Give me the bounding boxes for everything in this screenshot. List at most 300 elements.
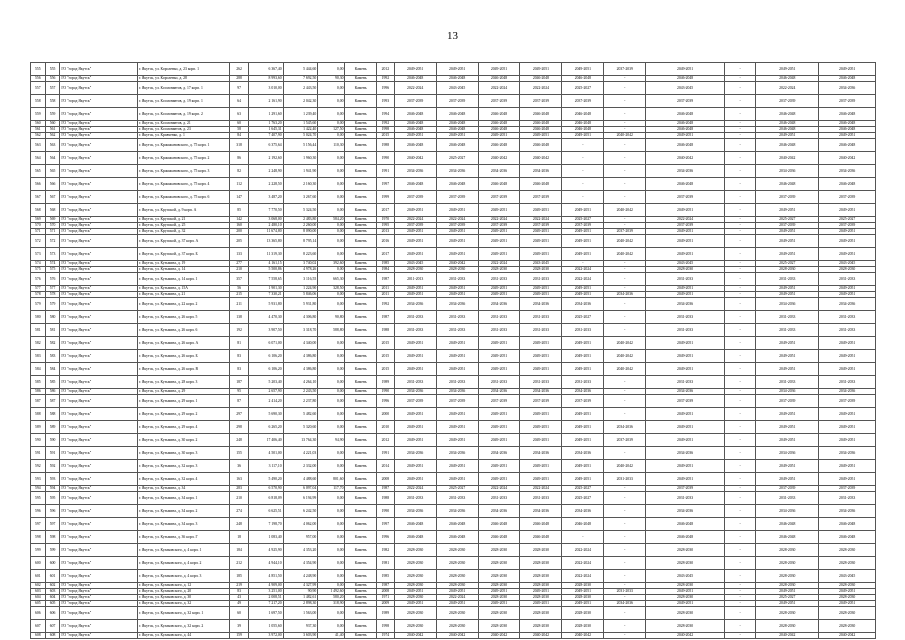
table-cell: 559 [31,108,46,121]
table-cell: 2028-2030 [520,595,562,601]
table-cell: 1970 [376,217,394,223]
table-cell: 2049-2051 [756,589,819,595]
table-cell: 2040-2042 [604,248,646,261]
table-row [31,376,876,389]
table-cell: 2 160,30 [283,178,318,191]
table-cell: 570 [45,223,60,229]
table-cell: 2031-2033 [562,376,604,389]
table-cell: 1 239,40 [283,108,318,121]
table-cell: 594 [31,486,46,492]
table-row [31,447,876,460]
table-cell: Камень [345,607,376,620]
table-cell: 2049-2051 [394,229,436,235]
table-cell: 2034-2036 [394,505,436,518]
table-cell: 2034-2036 [604,601,646,607]
table-cell: 2028-2030 [520,583,562,589]
table-cell: 1996 [376,395,394,408]
table-cell: 2037-2039 [436,191,478,204]
table-cell: г. Якутск, ул. Кузьмина, д. 15А [137,286,229,292]
table-cell: 2049-2051 [756,204,819,217]
table-cell: 602 [31,583,46,589]
table-row [31,152,876,165]
table-cell: 2046-2048 [562,76,604,82]
table-cell: ГО "город Якутск" [60,165,138,178]
table-cell: - [604,376,646,389]
table-cell: 2031-2033 [436,492,478,505]
table-cell: 297 [230,408,249,421]
table-cell: 2049-2051 [562,248,604,261]
table-cell: - [724,486,755,492]
table-cell: 2034-2036 [646,505,725,518]
table-cell: 1999 [376,191,394,204]
table-cell: 574 [31,261,46,267]
table-cell: 85 [230,204,249,217]
table-cell: ГО "город Якутск" [60,82,138,95]
table-cell: 2049-2051 [520,248,562,261]
table-cell: 2034-2036 [819,298,876,311]
table-cell: ГО "город Якутск" [60,286,138,292]
table-cell: 2046-2048 [478,108,520,121]
table-cell: 0,00 [318,408,345,421]
table-cell: 2049-2051 [646,363,725,376]
table-cell: 2049-2051 [562,204,604,217]
table-cell: 5 931,80 [249,298,284,311]
table-cell: 2034-2036 [646,298,725,311]
table-cell: г. Якутск, ул. Кулаковского, д. 30 [137,595,229,601]
table-cell: 212 [230,557,249,570]
table-cell: Камень [345,108,376,121]
table-cell: 556 [45,76,60,82]
table-cell: 2031-2033 [646,376,725,389]
table-cell: 608 [31,633,46,639]
table-cell: 801,60 [318,473,345,486]
table-cell: 2049-2051 [520,350,562,363]
table-cell: 2049-2051 [394,235,436,248]
table-cell: 2 260,00 [283,223,318,229]
table-cell: 11 674,80 [249,229,284,235]
table-cell: 2049-2051 [394,63,436,76]
table-cell: - [724,95,755,108]
table-cell: 2049-2051 [478,204,520,217]
table-cell: ГО "город Якутск" [60,178,138,191]
table-cell: 2049-2051 [756,350,819,363]
table-cell: 583 [45,350,60,363]
table-cell: 583 [31,350,46,363]
table-cell: 56 [230,286,249,292]
table-cell: 2049-2051 [478,63,520,76]
table-cell: 1993 [376,95,394,108]
table-row [31,298,876,311]
table-row [31,408,876,421]
table-cell: 2025-2027 [562,311,604,324]
table-cell: 2037-2039 [756,223,819,229]
table-cell: Камень [345,76,376,82]
table-cell: 2046-2048 [756,531,819,544]
table-cell: 2049-2051 [756,337,819,350]
table-cell: 7 770,50 [249,204,284,217]
table-cell: Камень [345,350,376,363]
table-cell: ГО "город Якутск" [60,363,138,376]
table-cell: 2028-2030 [478,544,520,557]
table-cell: 6 818,09 [249,492,284,505]
table-cell: 605 [31,601,46,607]
table-cell: 2049-2051 [562,421,604,434]
table-cell: 2049-2051 [562,460,604,473]
table-cell: 2046-2048 [819,76,876,82]
table-cell: 0,00 [318,389,345,395]
table-cell: 2046-2048 [562,127,604,133]
table-cell: г. Якутск, ул. Кулаковского, д. 20 [137,589,229,595]
table-cell: 5 320,60 [283,421,318,434]
table-cell: 0,00 [318,376,345,389]
table-cell: 582 [31,337,46,350]
table-cell: 2049-2051 [436,408,478,421]
table-cell: 584,20 [318,217,345,223]
table-cell: - [604,486,646,492]
table-row [31,63,876,76]
table-cell: 2049-2051 [646,204,725,217]
table-cell: 1997 [376,178,394,191]
table-cell: 2046-2048 [756,108,819,121]
table-row [31,434,876,447]
table-cell: 2046-2048 [520,108,562,121]
table-cell: 1 901,30 [249,286,284,292]
table-cell: г. Якутск, ул. Кржижановского, д. 75 корп. 3 [137,165,229,178]
table-cell: 571 [45,229,60,235]
table-cell: - [724,63,755,76]
table-cell: - [724,273,755,286]
table-cell: 577 [31,286,46,292]
table-cell: ГО "город Якутск" [60,473,138,486]
table-cell: 1 482,61 [283,595,318,601]
table-cell: 584 [31,363,46,376]
table-cell: 2049-2051 [394,421,436,434]
table-cell: 2037-2039 [819,486,876,492]
table-cell: 2037-2039 [394,191,436,204]
table-cell: 1996 [376,82,394,95]
table-cell: 3 117,10 [249,460,284,473]
table-cell: - [724,127,755,133]
table-cell: - [724,601,755,607]
table-cell: 568 [45,204,60,217]
table-cell: 2034-2036 [819,165,876,178]
table-row [31,633,876,639]
table-row [31,363,876,376]
table-cell: 2046-2048 [646,518,725,531]
table-cell: 2037-2039 [604,229,646,235]
table-cell: 2037-2039 [478,191,520,204]
table-cell: 2028-2030 [520,544,562,557]
table-cell: 557 [45,82,60,95]
table-cell: г. Якутск, ул. Кузьмина, д. 34 корп. 2 [137,505,229,518]
table-cell: 603 [45,589,60,595]
table-cell: 604 [45,595,60,601]
table-cell: 4 909,00 [249,583,284,589]
table-row [31,350,876,363]
table-cell: Камень [345,389,376,395]
table-cell: 2049-2051 [646,133,725,139]
table-cell: Камень [345,376,376,389]
table-cell: 2015 [376,133,394,139]
table-cell: 580 [31,311,46,324]
table-cell: 2046-2048 [756,76,819,82]
table-cell: 1990 [376,389,394,395]
table-cell: 2049-2051 [478,601,520,607]
table-cell: Камень [345,408,376,421]
table-cell: 2034-2036 [520,298,562,311]
table-cell: 8 795,14 [283,235,318,248]
table-cell: 3 907,50 [249,324,284,337]
table-cell: ГО "город Якутск" [60,408,138,421]
table-cell: - [604,570,646,583]
table-cell: 2028-2030 [646,267,725,273]
table-cell: 2049-2051 [520,589,562,595]
table-cell: 607 [31,620,46,633]
table-row [31,204,876,217]
table-cell: 1992 [376,121,394,127]
table-cell: - [562,178,604,191]
table-cell: 2013 [376,229,394,235]
table-cell: 2034-2036 [646,389,725,395]
table-row [31,82,876,95]
table-cell: 2037-2039 [756,395,819,408]
table-cell: 596 [45,505,60,518]
table-cell: 2031-2033 [646,492,725,505]
table-cell: 2010 [376,421,394,434]
table-cell: 2037-2039 [478,223,520,229]
table-cell: 588 [45,408,60,421]
table-cell: 2049-2051 [478,363,520,376]
table-row [31,460,876,473]
table-cell: 2034-2036 [436,505,478,518]
table-cell: 2046-2048 [646,178,725,191]
table-cell: Камень [345,82,376,95]
table-cell: 2031-2033 [604,589,646,595]
table-cell: 262 [230,63,249,76]
table-cell: 0,00 [318,557,345,570]
table-cell: 2049-2051 [394,589,436,595]
table-cell: - [604,267,646,273]
table-cell: 2046-2048 [520,178,562,191]
table-cell: г. Якутск, ул. Кржижановского, д. 75 корп. 6 [137,191,229,204]
table-cell: 4 488,60 [283,473,318,486]
table-cell: 569 [31,217,46,223]
table-cell: 1 697,50 [249,607,284,620]
table-cell: 1990 [376,152,394,165]
table-cell: 0,00 [318,518,345,531]
table-cell: г. Якутск, ул. Кулаковского, д. 4 корп. 1 [137,544,229,557]
table-cell: 2028-2030 [478,583,520,589]
table-cell: 2031-2033 [756,492,819,505]
table-cell: 2028-2030 [562,595,604,601]
table-row [31,544,876,557]
table-cell: 2028-2030 [756,570,819,583]
table-cell: 155 [230,447,249,460]
table-cell: 2025-2027 [436,486,478,492]
table-cell: 1992 [376,76,394,82]
table-cell: 2046-2048 [436,127,478,133]
table-cell: г. Якутск, ул. Крупской, д. 37 корп. А [137,235,229,248]
table-cell: - [724,82,755,95]
table-cell: 2046-2048 [646,127,725,133]
table-row [31,570,876,583]
table-cell: 7 330,21 [249,292,284,298]
table-cell: 2028-2030 [756,583,819,589]
table-cell: 2049-2051 [520,434,562,447]
table-cell: - [724,292,755,298]
table-cell: 2028-2030 [436,620,478,633]
table-cell: г. Якутск, ул. Кузьмина, д. 34 [137,486,229,492]
table-cell: 2049-2051 [520,235,562,248]
table-cell: 2028-2030 [520,267,562,273]
table-cell: Камень [345,518,376,531]
table-cell: 41,40 [318,633,345,639]
table-cell: 248 [230,434,249,447]
table-cell: 2040-2042 [562,633,604,639]
table-cell: 2037-2039 [646,95,725,108]
table-cell: Камень [345,557,376,570]
table-cell: - [724,620,755,633]
table-cell: г. Якутск, ул. Кулаковского, д. 32 корп. 2 [137,620,229,633]
table-cell: 2022-2024 [646,217,725,223]
table-cell: 36 [230,460,249,473]
table-cell: 2028-2030 [819,267,876,273]
table-cell: 2037-2039 [646,223,725,229]
table-cell: 2049-2051 [756,235,819,248]
table-cell: 2049-2051 [520,292,562,298]
table-cell: 2040-2042 [646,152,725,165]
table-cell: 558 [31,95,46,108]
table-cell: 0,00 [318,505,345,518]
table-cell: 0,00 [318,570,345,583]
table-cell: г. Якутск, ул. Кулаковского, д. 32 [137,601,229,607]
table-cell: 2049-2051 [436,473,478,486]
table-cell: 1989 [376,376,394,389]
table-cell: 2031-2033 [646,311,725,324]
table-cell: - [604,273,646,286]
table-cell: 2040-2042 [604,350,646,363]
table-row [31,505,876,518]
table-cell: 2049-2051 [520,286,562,292]
table-cell: 2049-2051 [436,434,478,447]
table-cell: 2031-2033 [520,273,562,286]
table-cell: 2046-2048 [819,127,876,133]
table-cell: Камень [345,589,376,595]
table-cell: 1985 [376,261,394,267]
table-cell: 2046-2048 [478,127,520,133]
table-cell: 2022-2024 [478,261,520,267]
table-cell: 2040-2042 [520,633,562,639]
table-cell: Камень [345,363,376,376]
table-cell: 2028-2030 [436,557,478,570]
table-cell: 2049-2051 [646,473,725,486]
table-cell: - [724,595,755,601]
table-cell: 0,00 [318,121,345,127]
table-cell: 2009 [376,601,394,607]
table-cell: 2049-2051 [520,229,562,235]
table-cell: - [724,324,755,337]
table-cell: 2028-2030 [478,595,520,601]
table-cell: 2008 [376,589,394,595]
table-cell: 328,50 [318,286,345,292]
table-cell: - [724,421,755,434]
table-cell: ГО "город Якутск" [60,229,138,235]
table-cell: 2049-2051 [756,229,819,235]
table-cell: 2028-2030 [646,607,725,620]
table-cell: 82 [230,165,249,178]
table-cell: 2037-2039 [436,95,478,108]
table-cell: 1988 [376,324,394,337]
table-cell: 2049-2051 [819,133,876,139]
table-cell: 2028-2030 [478,557,520,570]
table-cell: 2037-2039 [819,395,876,408]
table-cell: 2049-2051 [478,248,520,261]
table-row [31,557,876,570]
table-cell: 581 [31,324,46,337]
table-cell: Камень [345,473,376,486]
table-cell: 2049-2051 [562,229,604,235]
table-cell: 2031-2033 [520,324,562,337]
table-cell: 211 [230,298,249,311]
table-cell: 2049-2051 [520,63,562,76]
table-cell: 2046-2048 [478,76,520,82]
table-row [31,620,876,633]
table-cell: г. Якутск, ул. Кулаковского, д. 12 [137,583,229,589]
table-cell: 318,90 [318,601,345,607]
table-cell: 4 925,90 [249,544,284,557]
table-cell: - [724,311,755,324]
table-cell: г. Якутск, ул. Кузьмина, д. 26 корп. 5 [137,311,229,324]
table-cell: 2034-2036 [756,505,819,518]
table-cell: 599 [31,544,46,557]
table-cell: 2034-2036 [520,447,562,460]
table-cell: 589 [31,421,46,434]
table-cell: г. Якутск, ул. Кржижановского, д. 75 корп. 2 [137,152,229,165]
table-cell: 2034-2036 [478,298,520,311]
table-cell: 7 407,90 [249,133,284,139]
table-cell: 560 [45,121,60,127]
table-cell: 49 [230,601,249,607]
table-cell: 2031-2033 [646,273,725,286]
table-cell: 2049-2051 [394,204,436,217]
table-cell: г. Якутск, ул. Кулаковского, д. 4 корп. 2 [137,557,229,570]
table-row [31,395,876,408]
table-cell: 2049-2051 [478,408,520,421]
table-row [31,518,876,531]
table-cell: - [724,165,755,178]
table-cell: 567 [31,191,46,204]
table-cell: 2049-2051 [562,63,604,76]
table-cell: 2025-2027 [562,486,604,492]
table-cell: - [604,595,646,601]
table-cell: - [604,152,646,165]
table-cell: 2046-2048 [394,518,436,531]
table-cell: 597 [31,518,46,531]
table-cell: 2034-2036 [394,447,436,460]
table-cell: - [604,286,646,292]
table-cell: 5 024,70 [283,133,318,139]
table-cell: ГО "город Якутск" [60,292,138,298]
table-cell: ГО "город Якутск" [60,152,138,165]
table-cell: 2040-2042 [478,633,520,639]
table-cell: 0,00 [318,421,345,434]
table-cell: 2028-2030 [478,570,520,583]
table-cell: 2028-2030 [562,583,604,589]
table-cell: 2046-2048 [756,121,819,127]
table-cell: 6 570,90 [249,486,284,492]
table-row [31,607,876,620]
table-cell: 605 [45,601,60,607]
